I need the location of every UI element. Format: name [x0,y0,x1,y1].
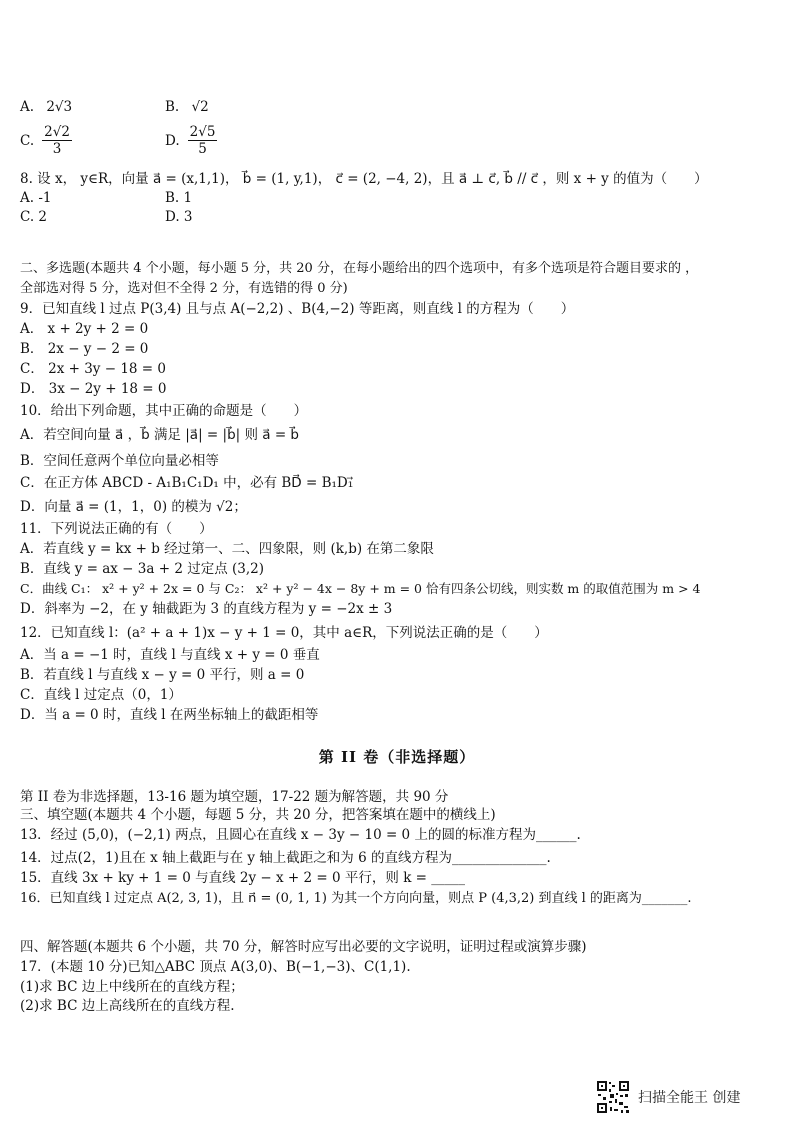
question-12-stem: 12．已知直线 l：(a² + a + 1)x − y + 1 = 0，其中 a∈R，下列说法正确的是（ ） [20,625,548,641]
question-10-option-d: D．向量 a⃗ = (1，1，0) 的模为 √2； [20,499,247,515]
part2-header-line2: 全部选对得 5 分，选对但不全得 2 分，有选错的得 0 分) [20,281,348,296]
question-8-stem: 8. 设 x， y∈R，向量 a⃗ = (x,1,1)， b⃗ = (1, y,1)， c⃗ = (2, −4, 2)，且 a⃗ ⊥ c⃗, b⃗ // c⃗ ，则 x + y 的值为（ ） [20,171,708,187]
question-12-option-c: C．直线 l 过定点（0，1） [20,687,182,703]
option-value: √2 [191,99,209,115]
qr-code-icon [596,1080,630,1114]
fraction-numerator: 2√2 [44,124,70,140]
question-11-option-a: A．若直线 y = kx + b 经过第一、二、四象限，则 (k,b) 在第二象限 [20,541,434,557]
question-11-option-b: B．直线 y = ax − 3a + 2 过定点 (3,2) [20,561,264,577]
question-12-option-b: B．若直线 l 与直线 x − y = 0 平行，则 a = 0 [20,667,305,683]
prev-option-b [165,98,209,116]
question-14: 14．过点(2，1)且在 x 轴上截距与在 y 轴上截距之和为 6 的直线方程为______________. [20,850,551,866]
question-17-part1: (1)求 BC 边上中线所在的直线方程； [20,979,244,995]
option-label: B. [165,99,180,115]
prev-option-a [20,98,72,116]
option-value: 2√3 [46,99,73,115]
question-8-option-a: A. -1 [20,190,52,206]
part-ii-title: 第 II 卷（非选择题） [318,748,476,766]
question-9-option-c: C． 2x + 3y − 18 = 0 [20,361,166,377]
question-9-stem: 9．已知直线 l 过点 P(3,4) 且与点 A(−2,2) 、B(4,−2) 等距离，则直线 l 的方程为（ ） [20,301,575,317]
part3-header: 三、填空题(本题共 4 个小题，每题 5 分，共 20 分，把答案填在题中的横线上) [20,807,496,823]
question-10-option-b: B．空间任意两个单位向量必相等 [20,453,219,469]
scanner-watermark [596,1080,740,1114]
fraction-denominator: 3 [52,141,62,157]
question-11-stem: 11．下列说法正确的有（ ） [20,521,213,537]
question-11-option-c: C．曲线 C₁： x² + y² + 2x = 0 与 C₂： x² + y² − 4x − 8y + m = 0 恰有四条公切线，则实数 m 的取值范围为 m > 4 [20,581,701,596]
question-10-stem: 10．给出下列命题，其中正确的命题是（ ） [20,403,308,419]
fraction [188,124,218,157]
fraction [42,124,72,157]
prev-option-d [165,124,217,157]
question-15: 15．直线 3x + ky + 1 = 0 与直线 2y − x + 2 = 0 平行，则 k = _____ [20,870,466,886]
question-8-option-b: B. 1 [165,190,193,206]
question-17-stem: 17．(本题 10 分)已知△ABC 顶点 A(3,0)、B(−1,−3)、C(1,1). [20,959,411,975]
watermark-text: 扫描全能王 创建 [638,1090,741,1106]
question-8-option-c: C. 2 [20,209,48,225]
fraction-denominator: 5 [198,141,207,157]
option-label: C. [20,132,35,149]
question-12-option-a: A．当 a = −1 时，直线 l 与直线 x + y = 0 垂直 [20,647,320,663]
part-ii-intro: 第 II 卷为非选择题，13-16 题为填空题，17-22 题为解答题，共 90 分 [20,789,449,805]
option-label: D. [165,132,180,149]
part4-header: 四、解答题(本题共 6 个小题，共 70 分，解答时应写出必要的文字说明，证明过程或演算步骤) [20,939,587,955]
question-13: 13．经过 (5,0)，(−2,1) 两点，且圆心在直线 x − 3y − 10 = 0 上的圆的标准方程为______. [20,827,581,843]
question-8-option-d: D. 3 [165,209,193,225]
question-9-option-a: A． x + 2y + 2 = 0 [20,321,149,337]
question-12-option-d: D．当 a = 0 时，直线 l 在两坐标轴上的截距相等 [20,707,319,723]
question-10-option-a: A．若空间向量 a⃗ ，b⃗ 满足 |a⃗| = |b⃗| 则 a⃗ = b⃗ [20,427,300,443]
question-9-option-b: B． 2x − y − 2 = 0 [20,341,149,357]
prev-option-c [20,124,72,157]
option-label: A. [20,99,35,115]
question-17-part2: (2)求 BC 边上高线所在的直线方程. [20,998,235,1014]
question-11-option-d: D．斜率为 −2，在 y 轴截距为 3 的直线方程为 y = −2x ± 3 [20,601,393,617]
fraction-numerator: 2√5 [189,124,216,140]
question-9-option-d: D． 3x − 2y + 18 = 0 [20,381,167,397]
question-16: 16．已知直线 l 过定点 A(2, 3, 1)，且 n⃗ = (0, 1, 1) 为其一个方向向量，则点 P (4,3,2) 到直线 l 的距离为_______. [20,891,692,906]
question-10-option-c: C．在正方体 ABCD - A₁B₁C₁D₁ 中，必有 BD⃗ = B₁D₁⃗ [20,475,354,491]
part2-header-line1: 二、多选题(本题共 4 个小题，每小题 5 分，共 20 分，在每小题给出的四个选项中，有多个选项是符合题目要求的 ， [20,261,699,276]
